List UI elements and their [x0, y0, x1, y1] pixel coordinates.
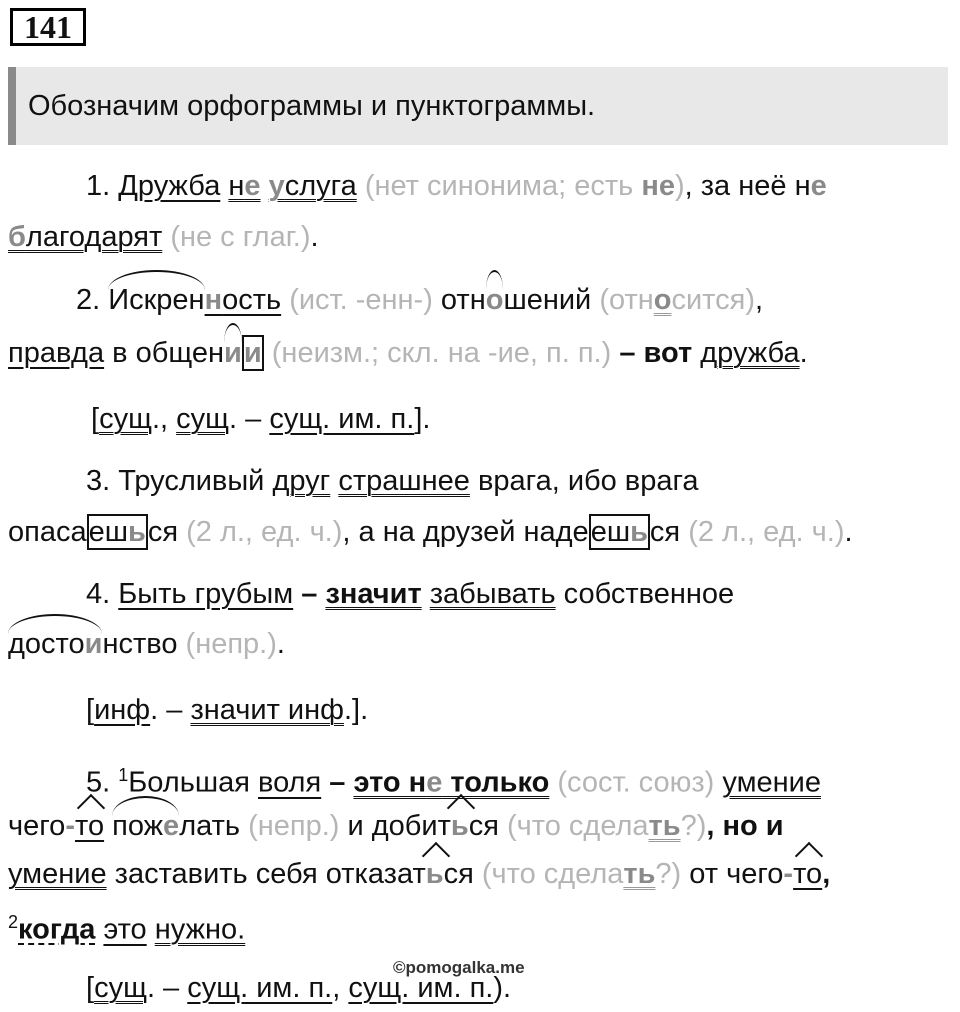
exercise-number: 141: [10, 8, 86, 46]
sentence-4-line-2: достоинство (непр.).: [8, 624, 285, 664]
scheme-2: [сущ., сущ. – сущ. им. п.].: [91, 403, 431, 435]
watermark: ©pomogalka.me: [393, 958, 525, 977]
sentence-3-line-2: опасаешься (2 л., ед. ч.), а на друзей надеешься (2 л., ед. ч.).: [8, 516, 853, 548]
sentence-4-line-1: 4. Быть грубым – значит забывать собственное: [86, 578, 735, 610]
sentence-1-line-2: благодарят (не с глаг.).: [8, 221, 319, 253]
sentence-5-line-3: умение заставить себя отказаться (что сделать?) от чего-то,: [8, 854, 830, 894]
sentence-5-line-2: чего-то пожелать (непр.) и добиться (что сделать?), но и: [8, 806, 784, 846]
sentence-3-line-1: 3. Трусливый друг страшнее врага, ибо врага: [86, 465, 699, 497]
sentence-5-line-4: $^2$когда это нужно.: [8, 912, 246, 946]
sentence-1-line-1: 1. Дружба не услуга (нет синонима; есть не), за неё не: [86, 170, 827, 202]
sentence-2-line-1: 2. Искренность (ист. -енн-) отношений (относится),: [76, 280, 763, 320]
scheme-4: [инф. – значит инф.].: [86, 694, 369, 726]
sentence-5-line-1: 5. $^1$Большая воля – это не только (сост. союз) умение: [86, 765, 821, 799]
task-heading: Обозначим орфограммы и пунктограммы.: [8, 67, 948, 145]
scheme-5: [сущ. – сущ. им. п., сущ. им. п.).: [86, 972, 512, 1004]
sentence-2-line-2: правда в общении (неизм.; скл. на -ие, п. п.) – вот дружба.: [8, 333, 808, 373]
